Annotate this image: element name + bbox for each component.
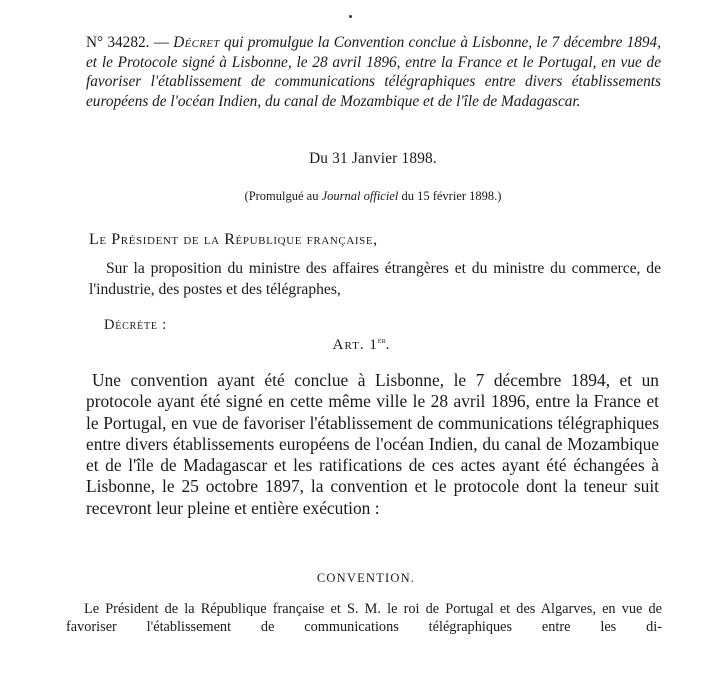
decree-date: Du 31 Janvier 1898. [309, 150, 437, 167]
proposition-paragraph: Sur la proposition du ministre des affaires étrangères et du ministre du commerce, de l'industrie, des postes et des télégraphes, [89, 260, 661, 298]
article-title-text: Art. 1 [332, 337, 378, 353]
promulgation-note [0, 189, 706, 204]
article-title-sup: er [377, 335, 386, 345]
article-title [0, 335, 706, 354]
convention-title: CONVENTION. [316, 571, 416, 585]
decree-header [86, 33, 661, 111]
promulgation-before: (Promulgué au [244, 189, 319, 203]
decrete-label: Décrète : [104, 317, 168, 333]
ink-speck [349, 15, 352, 18]
decree-label: Décret [173, 34, 220, 51]
article-paragraph: Une convention ayant été conclue à Lisbonne, le 7 décembre 1894, et un protocole ayant été signé en cette même ville le 28 avril 1896, entre la France et le Portugal, en vue de favoriser l'établissement de communications télégraphiques entre divers établissements européens de l'océan Indien, du canal de Mozambique et de l'île de Madagascar et les ratifications de ces actes ayant été échangées à Lisbonne, le 25 octobre 1897, la convention et le protocole dont la teneur suit recevront leur pleine et entière exécution : [86, 370, 659, 518]
journal-name: Journal officiel [321, 189, 399, 203]
decree-number: N° 34282. [86, 34, 150, 51]
decree-title: qui promulgue la Convention conclue à Lisbonne, le 7 décembre 1894, et le Protocole signé à Lisbonne, le 28 avril 1896, entre la France et le Portugal, en vue de favoriser l'établissement de communications télégraphiques entre divers établissements européens de l'océan Indien, du canal de Mozambique et de l'île de Madagascar. [86, 34, 662, 110]
president-heading: Le Président de la République française, [89, 231, 378, 248]
header-dash: — [153, 34, 169, 51]
article-title-end: . [385, 337, 391, 353]
promulgation-after: du 15 février 1898.) [401, 189, 502, 203]
convention-paragraph: Le Président de la République française et S. M. le roi de Portugal et des Algarves, en vue de favoriser l'établissement de communications télégraphiques entre les di- [66, 601, 662, 635]
